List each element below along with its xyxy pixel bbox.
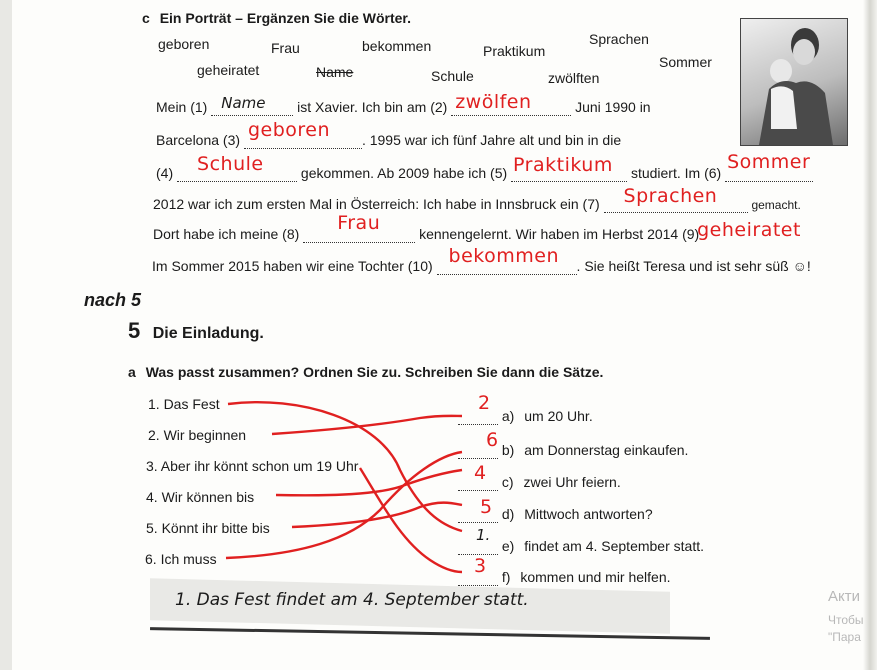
line-text: kennengelernt. Wir haben im Herbst 2014 (9) xyxy=(419,226,700,242)
handwritten-answer: Name xyxy=(221,94,266,112)
answer-red: Frau xyxy=(337,212,381,234)
answer-red: Sommer xyxy=(727,151,811,173)
exercise-title: Die Einladung. xyxy=(152,325,264,342)
word-bank-item: geboren xyxy=(158,36,210,52)
match-left-item: 5. Könnt ihr bitte bis xyxy=(146,520,270,536)
match-letter: c) xyxy=(501,474,514,490)
answer-red: 4 xyxy=(474,462,487,484)
line-text: Mein (1) xyxy=(156,99,208,115)
part-a-marker: a xyxy=(128,364,136,380)
match-left-item: 1. Das Fest xyxy=(148,396,220,412)
line-text: ist Xavier. Ich bin am (2) xyxy=(297,99,448,115)
activation-watermark: Акти xyxy=(828,588,860,605)
answer-red: bekommen xyxy=(448,245,559,267)
exercise-number: 5 xyxy=(128,318,141,343)
match-left-item: 2. Wir beginnen xyxy=(148,427,247,443)
word-bank-item: Sommer xyxy=(659,54,712,70)
match-text: kommen und mir helfen. xyxy=(520,569,671,585)
answer-red: zwölfen xyxy=(455,91,532,113)
word-bank-item-struck: Name xyxy=(316,64,354,80)
match-text: um 20 Uhr. xyxy=(524,408,593,424)
line-text: Im Sommer 2015 haben wir eine Tochter (10) xyxy=(152,258,433,274)
answer-red: geboren xyxy=(247,119,330,141)
line-text: Dort habe ich meine (8) xyxy=(153,226,300,242)
line-text: studiert. Im (6) xyxy=(630,165,722,181)
match-letter: a) xyxy=(501,408,515,424)
part-c-marker: c xyxy=(142,10,150,26)
answer-red: geheiratet xyxy=(697,219,801,241)
word-bank-item: Frau xyxy=(271,40,300,56)
line-text: gekommen. Ab 2009 habe ich (5) xyxy=(300,165,508,181)
answer-red: 6 xyxy=(486,429,499,451)
word-bank-item: Praktikum xyxy=(483,43,546,59)
answer-red: 3 xyxy=(474,555,487,577)
line-text: Barcelona (3) xyxy=(156,132,241,148)
match-line xyxy=(292,503,462,527)
line-text: 2012 war ich zum ersten Mal in Österreich: Ich habe in Innsbruck ein (7) xyxy=(153,196,600,212)
match-left-item: 4. Wir können bis xyxy=(146,489,255,505)
activation-watermark: "Пара xyxy=(828,630,861,644)
match-left-item: 3. Aber ihr könnt schon um 19 Uhr xyxy=(146,458,359,474)
match-letter: d) xyxy=(501,506,515,522)
line-text: . Sie heißt Teresa und ist sehr süß ☺! xyxy=(576,258,811,274)
match-text: Mittwoch antworten? xyxy=(524,506,653,522)
answer-red: Schule xyxy=(197,153,264,175)
word-bank-item: zwölften xyxy=(548,70,600,86)
match-letter: b) xyxy=(501,442,515,458)
part-c-title: Ein Porträt – Ergänzen Sie die Wörter. xyxy=(159,10,411,26)
answer-red: Sprachen xyxy=(623,185,718,207)
match-letter: e) xyxy=(501,538,515,554)
activation-watermark: Чтобы xyxy=(828,613,864,627)
word-bank-item: bekommen xyxy=(362,38,432,54)
word-bank-item: Schule xyxy=(431,68,474,84)
match-text: am Donnerstag einkaufen. xyxy=(524,442,689,458)
word-bank-item: geheiratet xyxy=(197,62,260,78)
match-left-item: 6. Ich muss xyxy=(145,551,217,567)
answer-red: Praktikum xyxy=(513,154,613,176)
line-text: gemacht. xyxy=(751,198,801,212)
line-text: . 1995 war ich fünf Jahre alt und bin in die xyxy=(361,132,622,148)
section-marker: nach 5 xyxy=(84,290,142,310)
answer-red: 5 xyxy=(480,496,493,518)
match-letter: f) xyxy=(501,569,511,585)
match-text: zwei Uhr feiern. xyxy=(523,474,621,490)
handwritten-answer: 1. xyxy=(476,526,491,544)
line-text: Juni 1990 in xyxy=(575,99,651,115)
word-bank-item: Sprachen xyxy=(589,31,649,47)
example-sentence: 1. Das Fest findet am 4. September statt. xyxy=(175,590,529,610)
match-text: findet am 4. September statt. xyxy=(524,538,704,554)
line-text: (4) xyxy=(156,165,174,181)
part-a-text: Was passt zusammen? Ordnen Sie zu. Schreiben Sie dann die Sätze. xyxy=(145,364,604,380)
answer-red: 2 xyxy=(478,392,491,414)
